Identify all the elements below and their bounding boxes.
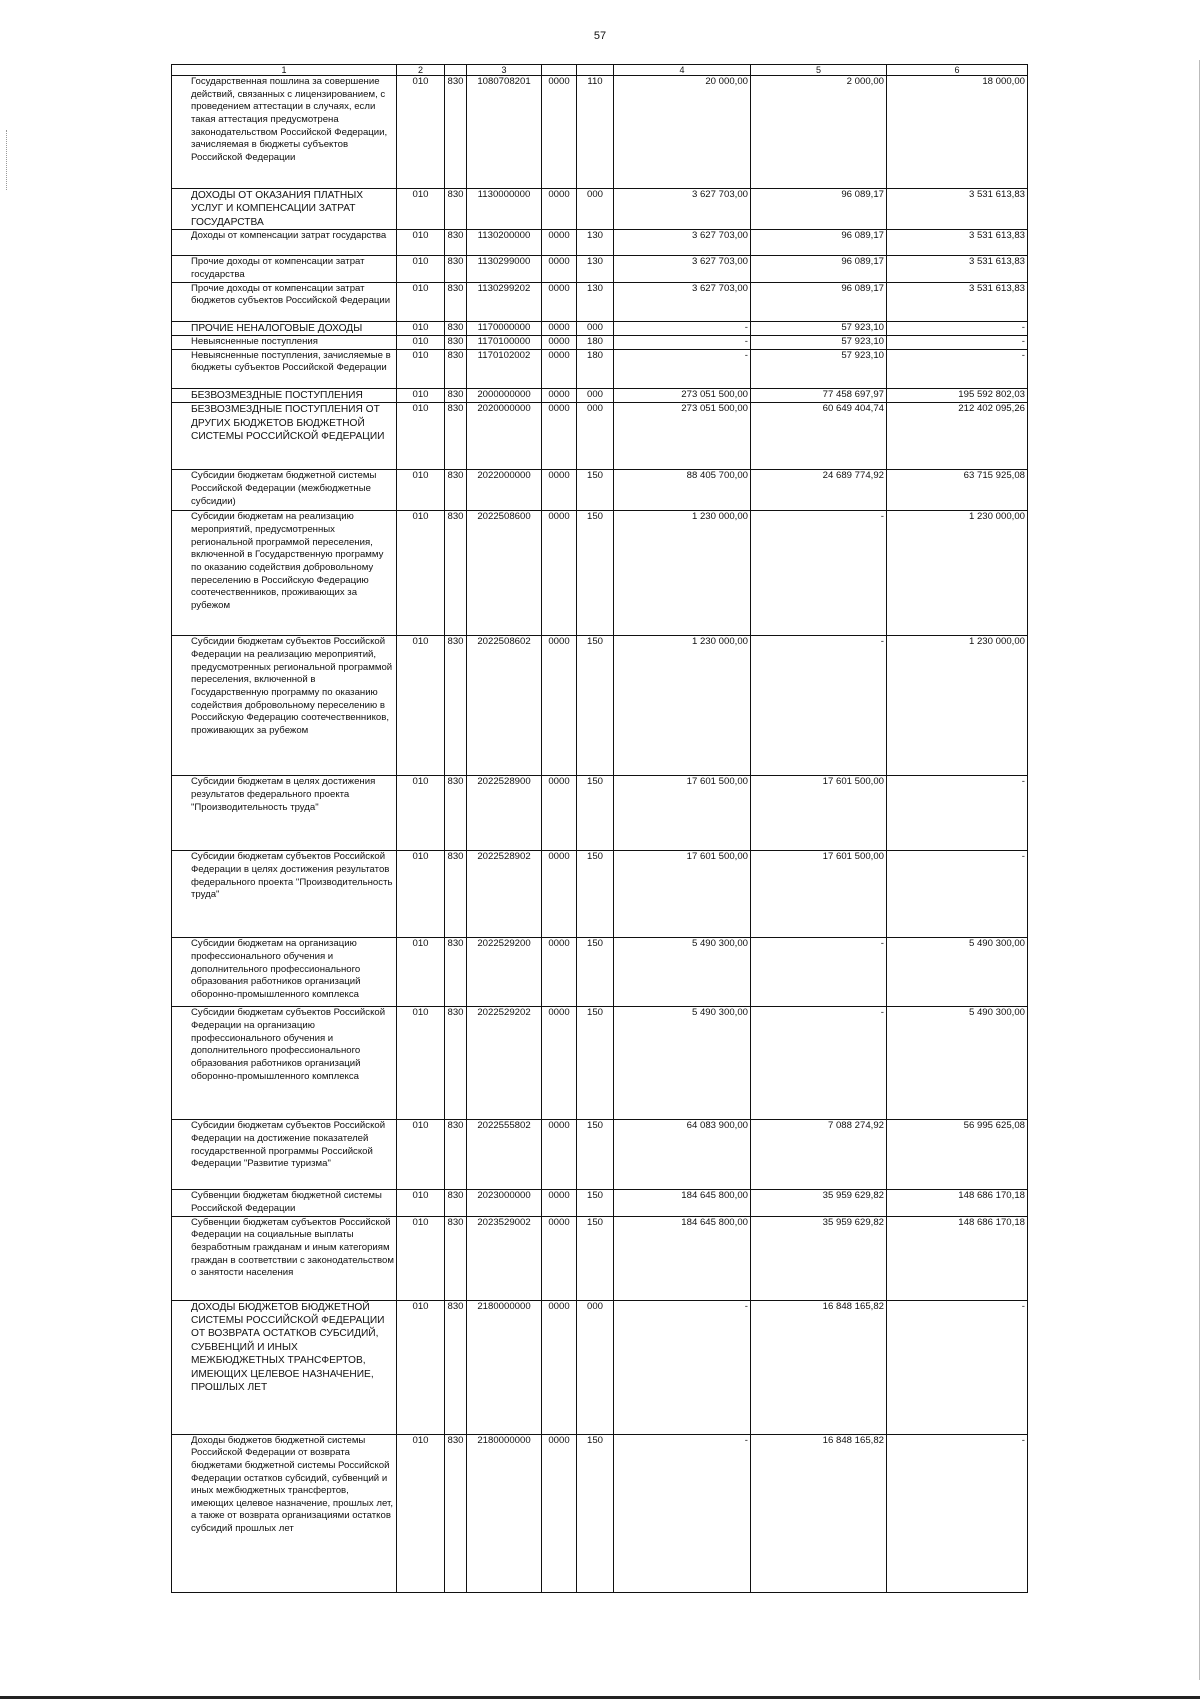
code-admin-cell: 010 — [397, 1216, 445, 1300]
value-plan-cell: 3 627 703,00 — [614, 189, 751, 230]
value-remaining-cell: 1 230 000,00 — [887, 636, 1028, 776]
code-kbk-cell: 2022000000 — [467, 470, 542, 511]
value-plan-cell: 3 627 703,00 — [614, 230, 751, 256]
value-actual-cell: 96 089,17 — [751, 230, 887, 256]
code-admin-cell: 010 — [397, 388, 445, 402]
code-sub-cell: 0000 — [542, 1007, 577, 1120]
code-sub-cell: 0000 — [542, 1190, 577, 1216]
code-sub-cell: 0000 — [542, 230, 577, 256]
code-kosgu-cell: 000 — [577, 1300, 614, 1434]
code-chief-cell: 830 — [445, 388, 467, 402]
code-sub-cell: 0000 — [542, 938, 577, 1007]
code-chief-cell: 830 — [445, 1434, 467, 1592]
row-name-cell: Прочие доходы от компенсации затрат государства — [172, 256, 397, 282]
code-sub-cell: 0000 — [542, 851, 577, 938]
table-row — [172, 1216, 1028, 1300]
table-row — [172, 230, 1028, 256]
value-actual-cell: 7 088 274,92 — [751, 1120, 887, 1190]
row-name-cell: ДОХОДЫ БЮДЖЕТОВ БЮДЖЕТНОЙ СИСТЕМЫ РОССИЙСКОЙ ФЕДЕРАЦИИ ОТ ВОЗВРАТА ОСТАТКОВ СУБСИДИЙ, СУБВЕНЦИЙ И ИНЫХ МЕЖБЮДЖЕТНЫХ ТРАНСФЕРТОВ, ИМЕЮЩИХ ЦЕЛЕВОЕ НАЗНАЧЕНИЕ, ПРОШЛЫХ ЛЕТ — [172, 1300, 397, 1434]
table-row — [172, 336, 1028, 350]
code-chief-cell: 830 — [445, 282, 467, 321]
code-kosgu-cell: 150 — [577, 1216, 614, 1300]
value-remaining-cell: 148 686 170,18 — [887, 1216, 1028, 1300]
value-remaining-cell: 5 490 300,00 — [887, 938, 1028, 1007]
code-admin-cell: 010 — [397, 636, 445, 776]
table-body — [172, 76, 1028, 1593]
code-kosgu-cell: 150 — [577, 1007, 614, 1120]
code-kosgu-cell: 180 — [577, 336, 614, 350]
code-kbk-cell: 2000000000 — [467, 388, 542, 402]
scan-bottom-edge — [0, 1696, 1200, 1699]
value-actual-cell: 16 848 165,82 — [751, 1300, 887, 1434]
code-admin-cell: 010 — [397, 1190, 445, 1216]
code-chief-cell: 830 — [445, 76, 467, 189]
code-kosgu-cell: 150 — [577, 851, 614, 938]
value-plan-cell: 17 601 500,00 — [614, 851, 751, 938]
value-plan-cell: 17 601 500,00 — [614, 776, 751, 851]
code-kosgu-cell: 110 — [577, 76, 614, 189]
code-sub-cell: 0000 — [542, 1216, 577, 1300]
code-admin-cell: 010 — [397, 470, 445, 511]
code-chief-cell: 830 — [445, 938, 467, 1007]
row-name-cell: Невыясненные поступления — [172, 336, 397, 350]
code-admin-cell: 010 — [397, 1007, 445, 1120]
value-plan-cell: 184 645 800,00 — [614, 1190, 751, 1216]
code-admin-cell: 010 — [397, 189, 445, 230]
value-remaining-cell: 3 531 613,83 — [887, 256, 1028, 282]
header-col-6: 6 — [887, 65, 1028, 76]
code-sub-cell: 0000 — [542, 1434, 577, 1592]
row-name-cell: Прочие доходы от компенсации затрат бюджетов субъектов Российской Федерации — [172, 282, 397, 321]
code-chief-cell: 830 — [445, 349, 467, 388]
row-name-cell: Государственная пошлина за совершение действий, связанных с лицензированием, с проведением аттестации в случаях, если такая аттестация предусмотрена законодательством Российской Федерации, зачисляемая в бюджеты субъектов Российской Федерации — [172, 76, 397, 189]
row-name-cell: Доходы бюджетов бюджетной системы Российской Федерации от возврата бюджетами бюджетной системы Российской Федерации остатков субсидий, субвенций и иных межбюджетных трансфертов, имеющих целевое назначение, прошлых лет, а также от возврата организациями остатков субсидий прошлых лет — [172, 1434, 397, 1592]
code-kbk-cell: 2022529200 — [467, 938, 542, 1007]
code-sub-cell: 0000 — [542, 321, 577, 335]
code-chief-cell: 830 — [445, 1300, 467, 1434]
value-plan-cell: - — [614, 321, 751, 335]
value-plan-cell: 5 490 300,00 — [614, 938, 751, 1007]
code-admin-cell: 010 — [397, 1434, 445, 1592]
code-kosgu-cell: 150 — [577, 511, 614, 636]
code-admin-cell: 010 — [397, 321, 445, 335]
header-col-3b — [542, 65, 577, 76]
table-row — [172, 1300, 1028, 1434]
header-col-2b — [445, 65, 467, 76]
code-kbk-cell: 2180000000 — [467, 1300, 542, 1434]
value-plan-cell: 3 627 703,00 — [614, 282, 751, 321]
value-plan-cell: 273 051 500,00 — [614, 403, 751, 470]
code-kosgu-cell: 130 — [577, 282, 614, 321]
value-remaining-cell: - — [887, 776, 1028, 851]
code-admin-cell: 010 — [397, 256, 445, 282]
code-admin-cell: 010 — [397, 349, 445, 388]
code-admin-cell: 010 — [397, 776, 445, 851]
row-name-cell: Субсидии бюджетам субъектов Российской Федерации на организацию профессионального обучения и дополнительного профессионального образования работников организаций оборонно-промышленного комплекса — [172, 1007, 397, 1120]
table-row — [172, 321, 1028, 335]
value-plan-cell: 184 645 800,00 — [614, 1216, 751, 1300]
row-name-cell: Субсидии бюджетам на организацию профессионального обучения и дополнительного профессионального образования работников организаций оборонно-промышленного комплекса — [172, 938, 397, 1007]
code-kbk-cell: 2022528902 — [467, 851, 542, 938]
value-actual-cell: - — [751, 636, 887, 776]
code-chief-cell: 830 — [445, 776, 467, 851]
code-kbk-cell: 2022508600 — [467, 511, 542, 636]
value-remaining-cell: - — [887, 1434, 1028, 1592]
value-remaining-cell: 212 402 095,26 — [887, 403, 1028, 470]
code-kbk-cell: 2022508602 — [467, 636, 542, 776]
table-row — [172, 470, 1028, 511]
code-chief-cell: 830 — [445, 1190, 467, 1216]
value-remaining-cell: - — [887, 349, 1028, 388]
value-actual-cell: 96 089,17 — [751, 282, 887, 321]
value-plan-cell: - — [614, 1300, 751, 1434]
value-actual-cell: 35 959 629,82 — [751, 1190, 887, 1216]
code-chief-cell: 830 — [445, 230, 467, 256]
row-name-cell: Субсидии бюджетам на реализацию мероприятий, предусмотренных региональной программой переселения, включенной в Государственную программу по оказанию содействия добровольному переселению в Российскую Федерацию соотечественников, проживающих за рубежом — [172, 511, 397, 636]
row-name-cell: Доходы от компенсации затрат государства — [172, 230, 397, 256]
value-actual-cell: 35 959 629,82 — [751, 1216, 887, 1300]
row-name-cell: Субсидии бюджетам субъектов Российской Федерации на достижение показателей государственной программы Российской Федерации "Развитие туризма" — [172, 1120, 397, 1190]
header-col-3: 3 — [467, 65, 542, 76]
value-remaining-cell: 56 995 625,08 — [887, 1120, 1028, 1190]
table-row — [172, 511, 1028, 636]
code-kosgu-cell: 150 — [577, 636, 614, 776]
code-kbk-cell: 2022555802 — [467, 1120, 542, 1190]
value-plan-cell: 20 000,00 — [614, 76, 751, 189]
code-admin-cell: 010 — [397, 1120, 445, 1190]
code-sub-cell: 0000 — [542, 776, 577, 851]
code-kbk-cell: 1170100000 — [467, 336, 542, 350]
code-admin-cell: 010 — [397, 76, 445, 189]
code-sub-cell: 0000 — [542, 76, 577, 189]
value-actual-cell: 60 649 404,74 — [751, 403, 887, 470]
table-row — [172, 851, 1028, 938]
value-actual-cell: 96 089,17 — [751, 189, 887, 230]
code-admin-cell: 010 — [397, 403, 445, 470]
code-kbk-cell: 1170000000 — [467, 321, 542, 335]
code-sub-cell: 0000 — [542, 511, 577, 636]
value-plan-cell: 1 230 000,00 — [614, 511, 751, 636]
code-kbk-cell: 1080708201 — [467, 76, 542, 189]
value-actual-cell: 24 689 774,92 — [751, 470, 887, 511]
code-sub-cell: 0000 — [542, 336, 577, 350]
table-row — [172, 256, 1028, 282]
row-name-cell: Субсидии бюджетам в целях достижения результатов федерального проекта "Производительность труда" — [172, 776, 397, 851]
code-admin-cell: 010 — [397, 1300, 445, 1434]
row-name-cell: Субвенции бюджетам бюджетной системы Российской Федерации — [172, 1190, 397, 1216]
page-number: 57 — [593, 30, 607, 42]
table-row — [172, 776, 1028, 851]
value-remaining-cell: - — [887, 321, 1028, 335]
code-chief-cell: 830 — [445, 511, 467, 636]
value-plan-cell: 88 405 700,00 — [614, 470, 751, 511]
value-actual-cell: 77 458 697,97 — [751, 388, 887, 402]
value-plan-cell: 273 051 500,00 — [614, 388, 751, 402]
value-remaining-cell: - — [887, 851, 1028, 938]
code-kosgu-cell: 150 — [577, 938, 614, 1007]
code-chief-cell: 830 — [445, 1216, 467, 1300]
code-admin-cell: 010 — [397, 938, 445, 1007]
value-remaining-cell: 3 531 613,83 — [887, 230, 1028, 256]
table-row — [172, 1120, 1028, 1190]
code-kbk-cell: 1130299202 — [467, 282, 542, 321]
code-chief-cell: 830 — [445, 851, 467, 938]
row-name-cell: ПРОЧИЕ НЕНАЛОГОВЫЕ ДОХОДЫ — [172, 321, 397, 335]
row-name-cell: Субсидии бюджетам субъектов Российской Федерации в целях достижения результатов федерального проекта "Производительность труда" — [172, 851, 397, 938]
value-plan-cell: 1 230 000,00 — [614, 636, 751, 776]
code-admin-cell: 010 — [397, 851, 445, 938]
table-row — [172, 403, 1028, 470]
row-name-cell: Субсидии бюджетам субъектов Российской Федерации на реализацию мероприятий, предусмотренных региональной программой переселения, включенной в Государственную программу по оказанию содействия добровольному переселению в Российскую Федерацию соотечественников, проживающих за рубежом — [172, 636, 397, 776]
code-sub-cell: 0000 — [542, 636, 577, 776]
value-actual-cell: 17 601 500,00 — [751, 776, 887, 851]
code-kbk-cell: 1130299000 — [467, 256, 542, 282]
value-actual-cell: - — [751, 511, 887, 636]
code-sub-cell: 0000 — [542, 388, 577, 402]
header-col-4: 4 — [614, 65, 751, 76]
code-kbk-cell: 2022528900 — [467, 776, 542, 851]
table-row — [172, 349, 1028, 388]
value-actual-cell: 2 000,00 — [751, 76, 887, 189]
code-kbk-cell: 1130000000 — [467, 189, 542, 230]
code-kosgu-cell: 150 — [577, 1120, 614, 1190]
value-remaining-cell: 148 686 170,18 — [887, 1190, 1028, 1216]
code-kbk-cell: 1130200000 — [467, 230, 542, 256]
code-sub-cell: 0000 — [542, 1120, 577, 1190]
code-kosgu-cell: 000 — [577, 189, 614, 230]
code-chief-cell: 830 — [445, 1007, 467, 1120]
row-name-cell: Субсидии бюджетам бюджетной системы Российской Федерации (межбюджетные субсидии) — [172, 470, 397, 511]
value-remaining-cell: 5 490 300,00 — [887, 1007, 1028, 1120]
code-chief-cell: 830 — [445, 321, 467, 335]
code-admin-cell: 010 — [397, 336, 445, 350]
code-sub-cell: 0000 — [542, 189, 577, 230]
code-kosgu-cell: 150 — [577, 1190, 614, 1216]
table-header-row — [172, 65, 1028, 76]
code-kosgu-cell: 180 — [577, 349, 614, 388]
header-col-3c — [577, 65, 614, 76]
code-kbk-cell: 2180000000 — [467, 1434, 542, 1592]
code-kosgu-cell: 000 — [577, 388, 614, 402]
table-row — [172, 1190, 1028, 1216]
code-admin-cell: 010 — [397, 230, 445, 256]
code-kbk-cell: 2022529202 — [467, 1007, 542, 1120]
value-remaining-cell: 63 715 925,08 — [887, 470, 1028, 511]
code-kosgu-cell: 150 — [577, 470, 614, 511]
code-chief-cell: 830 — [445, 403, 467, 470]
value-plan-cell: - — [614, 349, 751, 388]
value-remaining-cell: - — [887, 336, 1028, 350]
code-kosgu-cell: 150 — [577, 1434, 614, 1592]
header-col-1: 1 — [172, 65, 397, 76]
code-admin-cell: 010 — [397, 282, 445, 321]
code-sub-cell: 0000 — [542, 349, 577, 388]
row-name-cell: БЕЗВОЗМЕЗДНЫЕ ПОСТУПЛЕНИЯ ОТ ДРУГИХ БЮДЖЕТОВ БЮДЖЕТНОЙ СИСТЕМЫ РОССИЙСКОЙ ФЕДЕРАЦИИ — [172, 403, 397, 470]
value-plan-cell: 3 627 703,00 — [614, 256, 751, 282]
value-plan-cell: 64 083 900,00 — [614, 1120, 751, 1190]
header-col-5: 5 — [751, 65, 887, 76]
row-name-cell: Субвенции бюджетам субъектов Российской Федерации на социальные выплаты безработным гражданам и иным категориям граждан в соответствии с законодательством о занятости населения — [172, 1216, 397, 1300]
header-col-2: 2 — [397, 65, 445, 76]
code-sub-cell: 0000 — [542, 256, 577, 282]
code-chief-cell: 830 — [445, 470, 467, 511]
code-kosgu-cell: 000 — [577, 321, 614, 335]
table-row — [172, 189, 1028, 230]
code-kbk-cell: 2023000000 — [467, 1190, 542, 1216]
revenue-table — [171, 64, 1028, 1593]
code-kbk-cell: 2023529002 — [467, 1216, 542, 1300]
table-row — [172, 938, 1028, 1007]
code-chief-cell: 830 — [445, 636, 467, 776]
table-row — [172, 636, 1028, 776]
code-kosgu-cell: 130 — [577, 256, 614, 282]
table-row — [172, 1434, 1028, 1592]
code-sub-cell: 0000 — [542, 403, 577, 470]
code-chief-cell: 830 — [445, 336, 467, 350]
value-remaining-cell: 1 230 000,00 — [887, 511, 1028, 636]
value-actual-cell: 17 601 500,00 — [751, 851, 887, 938]
code-sub-cell: 0000 — [542, 470, 577, 511]
value-actual-cell: 96 089,17 — [751, 256, 887, 282]
value-actual-cell: - — [751, 1007, 887, 1120]
row-name-cell: БЕЗВОЗМЕЗДНЫЕ ПОСТУПЛЕНИЯ — [172, 388, 397, 402]
value-plan-cell: - — [614, 336, 751, 350]
value-plan-cell: 5 490 300,00 — [614, 1007, 751, 1120]
table-row — [172, 388, 1028, 402]
table-row — [172, 76, 1028, 189]
row-name-cell: Невыясненные поступления, зачисляемые в бюджеты субъектов Российской Федерации — [172, 349, 397, 388]
value-remaining-cell: 18 000,00 — [887, 76, 1028, 189]
table-row — [172, 282, 1028, 321]
code-chief-cell: 830 — [445, 189, 467, 230]
value-remaining-cell: 195 592 802,03 — [887, 388, 1028, 402]
code-kbk-cell: 1170102002 — [467, 349, 542, 388]
value-remaining-cell: 3 531 613,83 — [887, 282, 1028, 321]
value-remaining-cell: - — [887, 1300, 1028, 1434]
code-admin-cell: 010 — [397, 511, 445, 636]
value-actual-cell: 57 923,10 — [751, 349, 887, 388]
code-kosgu-cell: 150 — [577, 776, 614, 851]
code-sub-cell: 0000 — [542, 282, 577, 321]
code-chief-cell: 830 — [445, 1120, 467, 1190]
code-kosgu-cell: 000 — [577, 403, 614, 470]
value-remaining-cell: 3 531 613,83 — [887, 189, 1028, 230]
code-kbk-cell: 2020000000 — [467, 403, 542, 470]
value-actual-cell: 16 848 165,82 — [751, 1434, 887, 1592]
table-row — [172, 1007, 1028, 1120]
code-sub-cell: 0000 — [542, 1300, 577, 1434]
value-actual-cell: - — [751, 938, 887, 1007]
value-actual-cell: 57 923,10 — [751, 321, 887, 335]
row-name-cell: ДОХОДЫ ОТ ОКАЗАНИЯ ПЛАТНЫХ УСЛУГ И КОМПЕНСАЦИИ ЗАТРАТ ГОСУДАРСТВА — [172, 189, 397, 230]
value-actual-cell: 57 923,10 — [751, 336, 887, 350]
scan-margin-marks — [6, 130, 9, 190]
code-chief-cell: 830 — [445, 256, 467, 282]
value-plan-cell: - — [614, 1434, 751, 1592]
code-kosgu-cell: 130 — [577, 230, 614, 256]
